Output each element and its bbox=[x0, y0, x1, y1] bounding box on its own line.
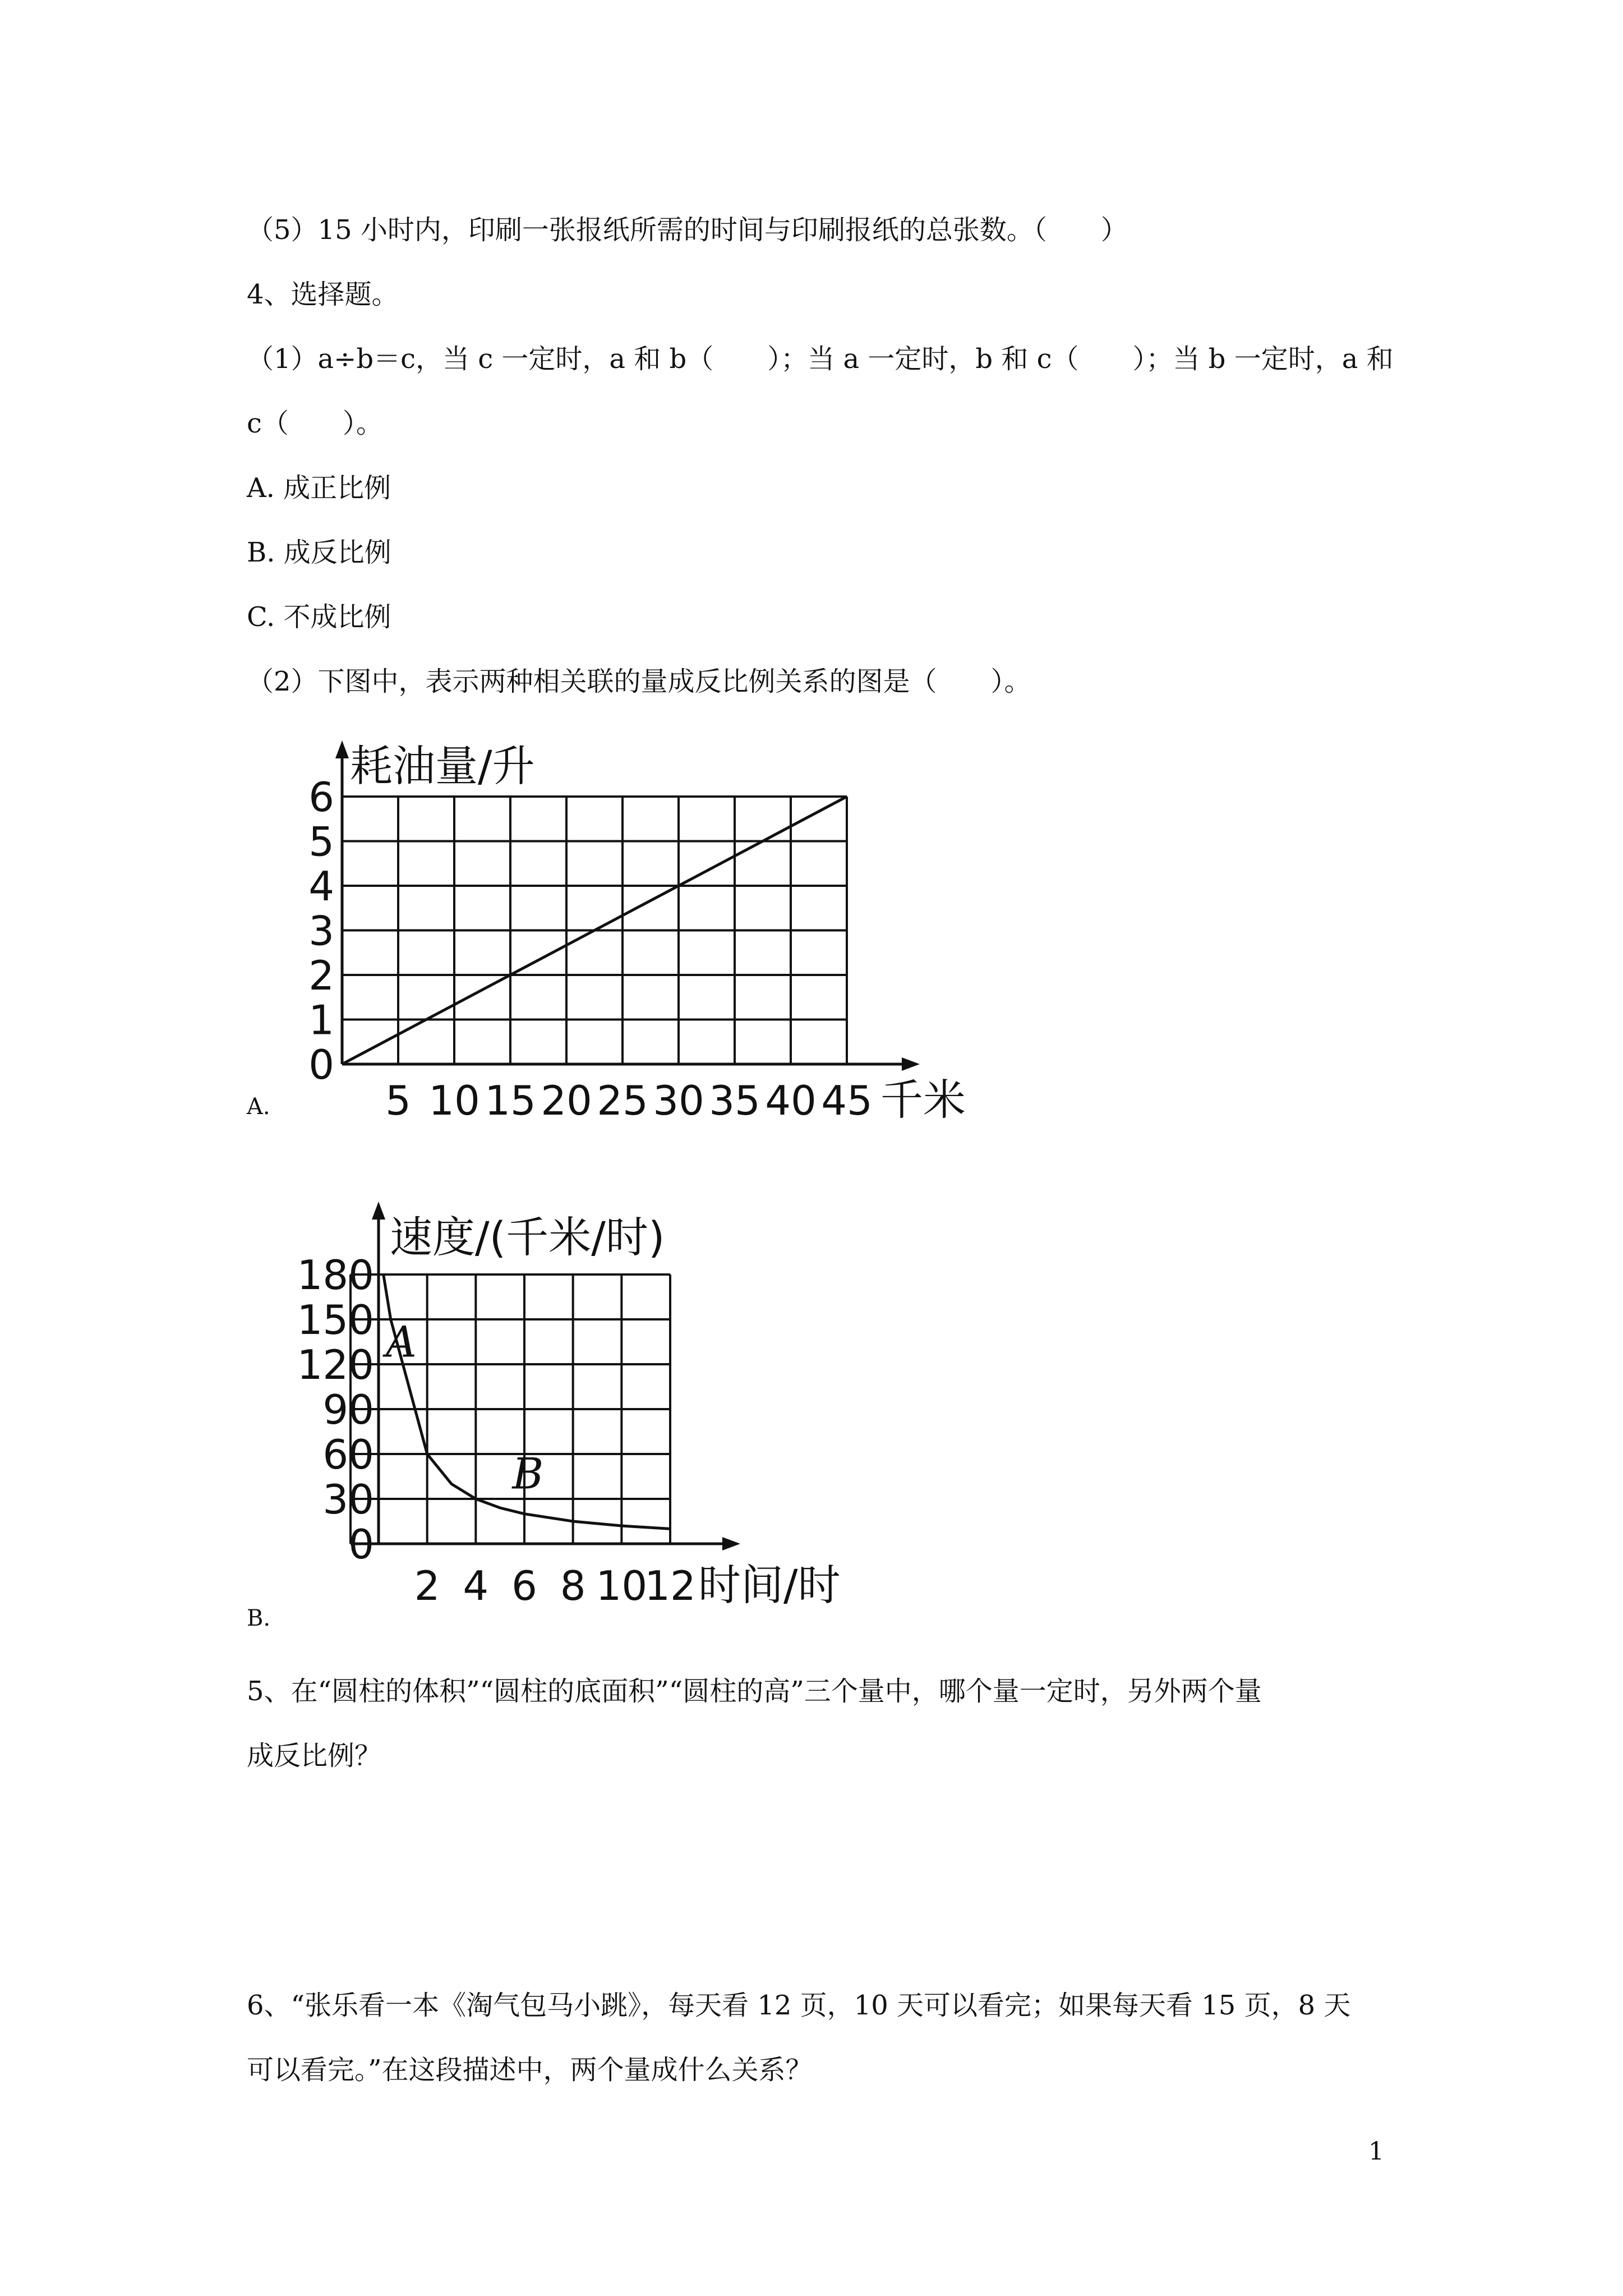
y-tick-label: 120 bbox=[297, 1341, 374, 1388]
x-tick-label: 45 bbox=[821, 1077, 873, 1122]
y-tick-label: 3 bbox=[308, 907, 334, 955]
x-axis-label: 时间/时 bbox=[698, 1560, 841, 1610]
x-tick-label: 20 bbox=[541, 1077, 592, 1122]
figure-a-label: A. bbox=[247, 1094, 270, 1120]
y-tick-label: 5 bbox=[308, 818, 334, 866]
page-number: 1 bbox=[1368, 2137, 1384, 2166]
y-tick-label: 0 bbox=[308, 1041, 334, 1088]
x-axis-arrow bbox=[902, 1057, 920, 1071]
y-tick-label: 60 bbox=[322, 1431, 374, 1478]
y-tick-label: 0 bbox=[348, 1521, 374, 1568]
y-tick-label: 2 bbox=[308, 952, 334, 999]
x-tick-label: 8 bbox=[560, 1562, 586, 1609]
question-5-line1: 5、在“圆柱的体积”“圆柱的底面积”“圆柱的高”三个量中，哪个量一定时，另外两个量 bbox=[247, 1676, 1262, 1707]
y-tick-label: 1 bbox=[308, 996, 334, 1044]
x-tick-label: 40 bbox=[765, 1077, 817, 1122]
y-tick-label: 30 bbox=[322, 1476, 374, 1523]
question-4-1-line2: c（ ）。 bbox=[247, 408, 383, 439]
option-c: C. 不成比例 bbox=[247, 601, 391, 633]
y-tick-label: 90 bbox=[322, 1386, 374, 1433]
question-4-2: （2）下图中，表示两种相关联的量成反比例关系的图是（ ）。 bbox=[247, 666, 1031, 697]
y-tick-label: 150 bbox=[297, 1296, 374, 1343]
x-tick-label: 35 bbox=[709, 1077, 760, 1122]
chart-a bbox=[292, 729, 1054, 1122]
question-5-line2: 成反比例？ bbox=[247, 1740, 382, 1772]
x-axis-arrow bbox=[722, 1537, 740, 1550]
question-6-line2: 可以看完。”在这段描述中，两个量成什么关系？ bbox=[247, 2054, 813, 2086]
y-axis-label: 速度/(千米/时) bbox=[390, 1212, 665, 1262]
question-4-5: （5）15 小时内，印刷一张报纸所需的时间与印刷报纸的总张数。（ ） bbox=[247, 214, 1128, 246]
question-4-1-line1: （1）a÷b＝c，当 c 一定时，a 和 b（ ）；当 a 一定时，b 和 c（ ）；当 b 一定时，a 和 bbox=[247, 343, 1394, 375]
y-tick-label: 4 bbox=[308, 863, 334, 910]
chart-b bbox=[292, 1156, 942, 1627]
x-tick-label: 5 bbox=[385, 1077, 411, 1122]
x-axis-label: 千米 bbox=[880, 1075, 966, 1122]
x-tick-label: 2 bbox=[414, 1562, 440, 1609]
figure-b-label: B. bbox=[247, 1605, 271, 1631]
x-tick-label: 6 bbox=[511, 1562, 537, 1609]
curve-label-b: B bbox=[512, 1448, 544, 1499]
y-tick-label: 6 bbox=[308, 774, 334, 821]
curve-label-a: A bbox=[386, 1317, 417, 1367]
x-tick-label: 12 bbox=[644, 1562, 696, 1609]
x-tick-label: 4 bbox=[463, 1562, 489, 1609]
x-tick-label: 10 bbox=[428, 1077, 480, 1122]
y-tick-label: 180 bbox=[297, 1251, 374, 1299]
option-a: A. 成正比例 bbox=[247, 472, 391, 504]
question-6-line1: 6、“张乐看一本《淘气包马小跳》，每天看 12 页，10 天可以看完；如果每天看 15 页，8 天 bbox=[247, 1990, 1351, 2021]
x-tick-label: 30 bbox=[653, 1077, 704, 1122]
y-axis-arrow bbox=[335, 740, 349, 758]
question-4-heading: 4、选择题。 bbox=[247, 279, 399, 310]
x-tick-label: 25 bbox=[597, 1077, 648, 1122]
y-axis-arrow bbox=[372, 1202, 385, 1220]
x-tick-label: 15 bbox=[485, 1077, 536, 1122]
x-tick-label: 10 bbox=[596, 1562, 648, 1609]
y-axis-label: 耗油量/升 bbox=[350, 741, 535, 791]
option-b: B. 成反比例 bbox=[247, 537, 391, 568]
